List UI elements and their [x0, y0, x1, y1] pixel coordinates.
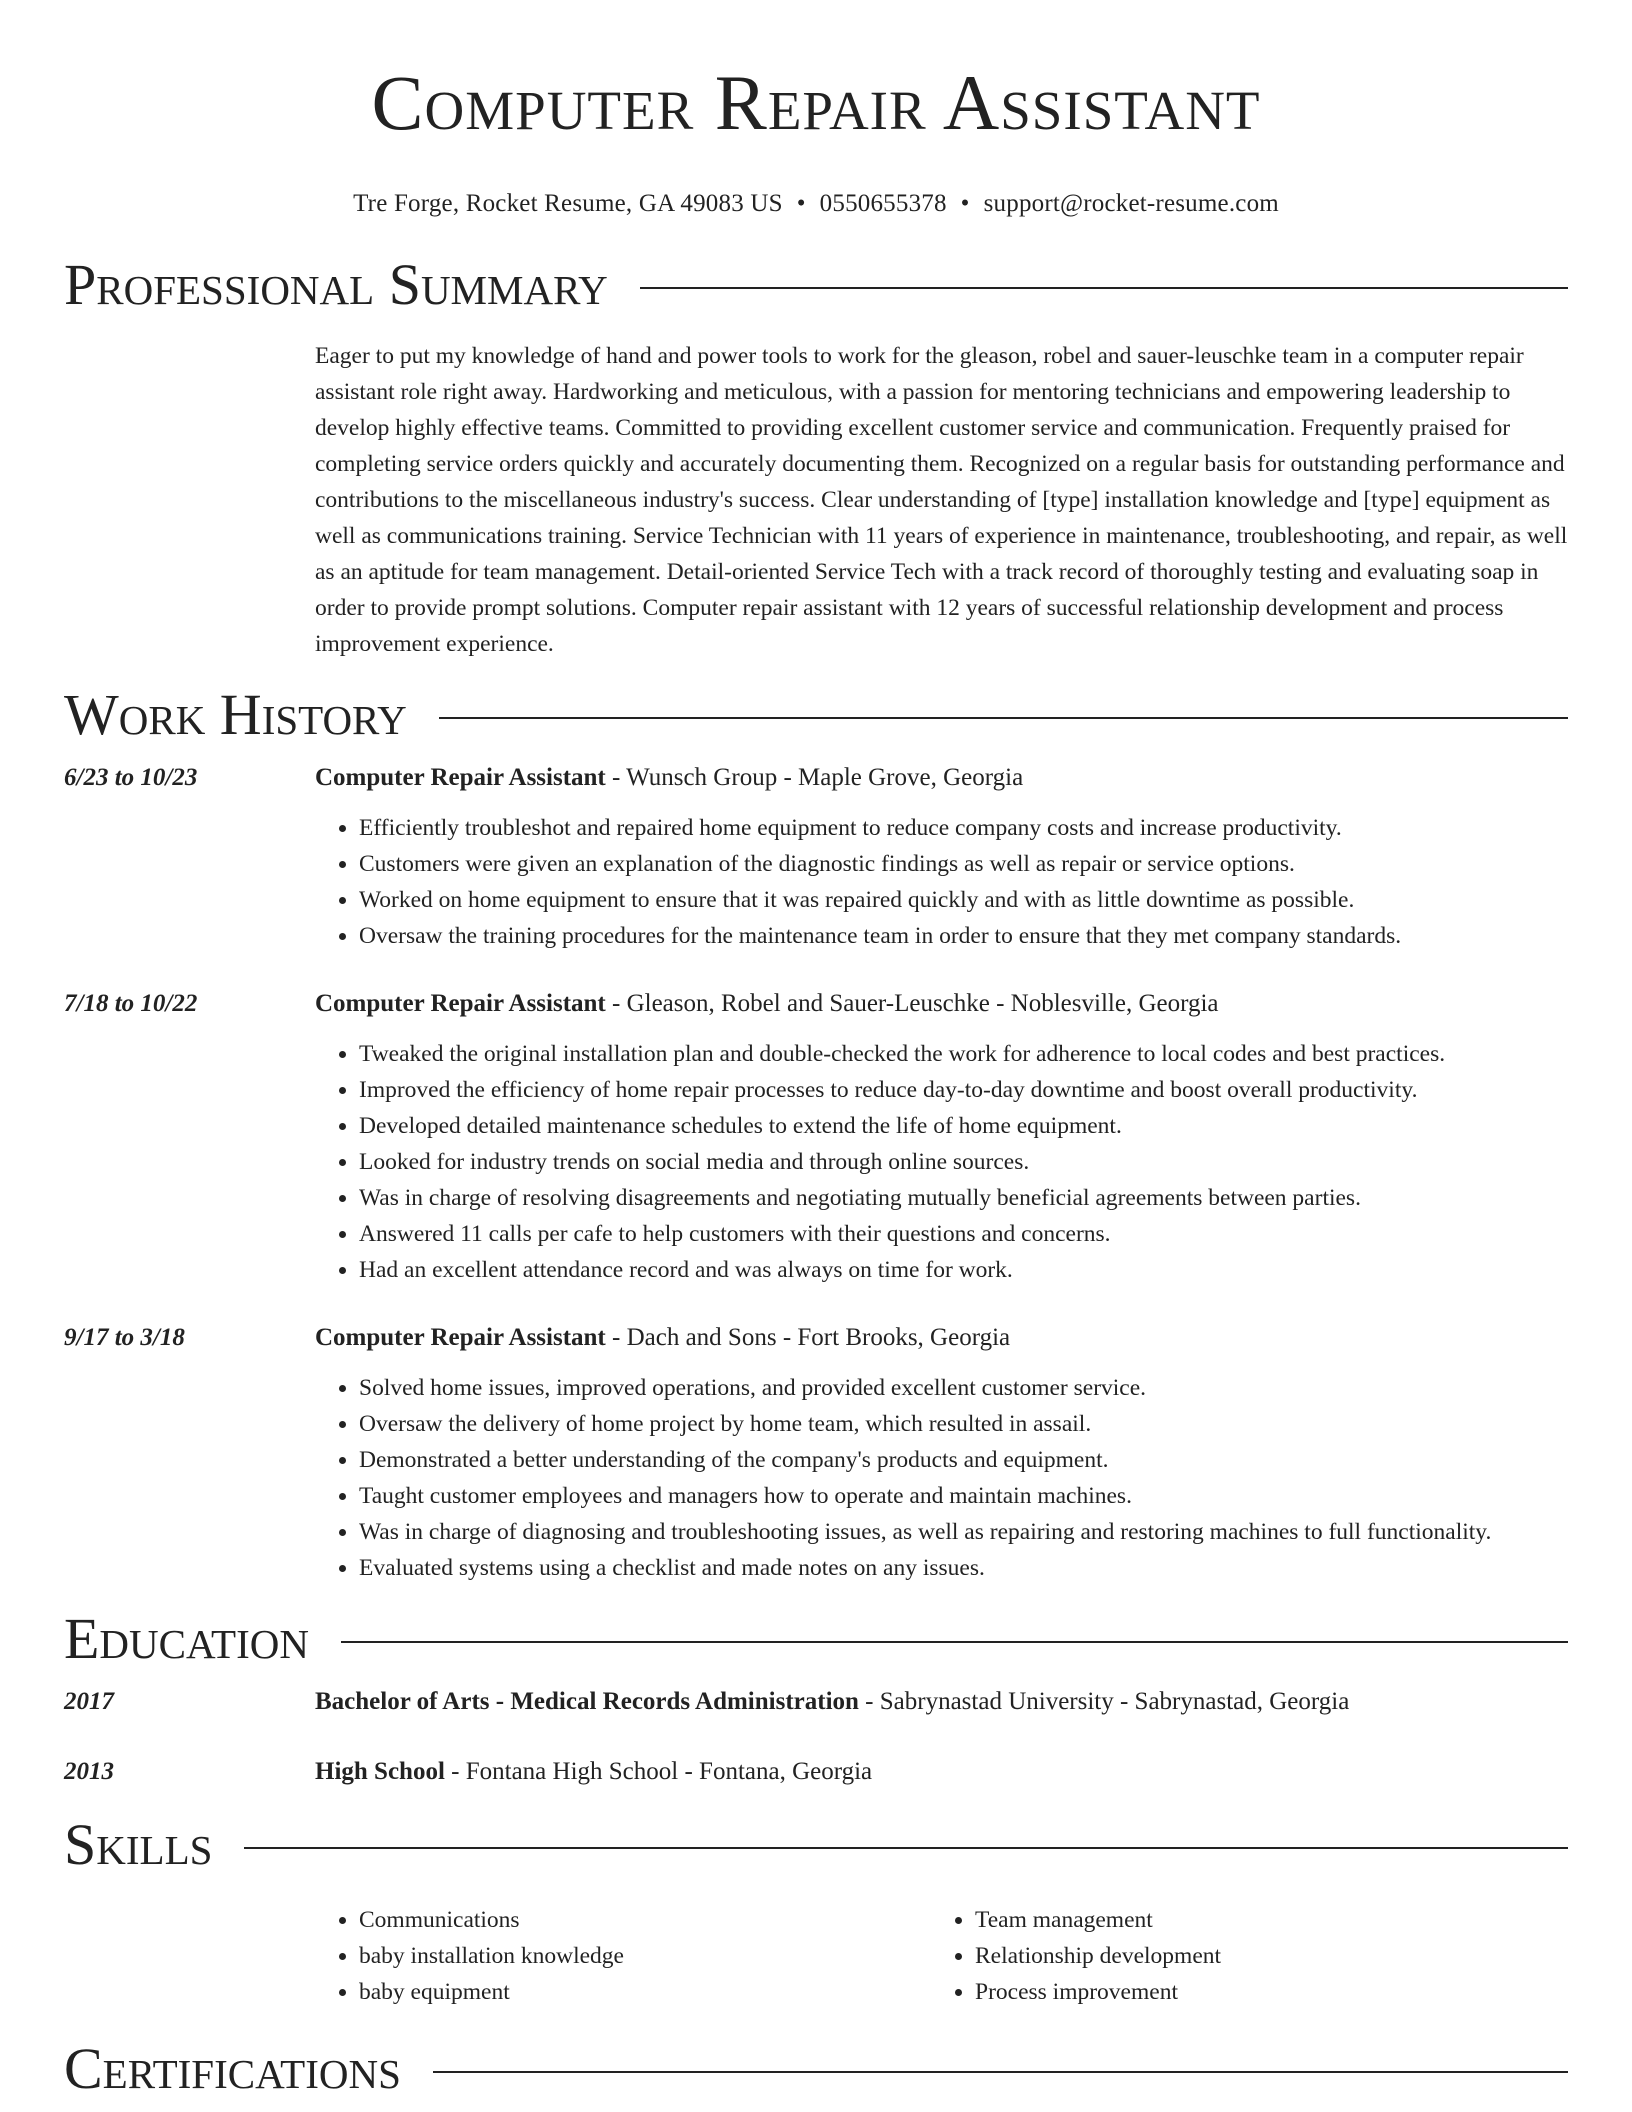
contact-separator: •	[960, 190, 970, 217]
skills-list	[315, 1902, 1568, 2010]
job-details: - Gleason, Robel and Sauer-Leuschke - Noblesville, Georgia	[605, 990, 1219, 1017]
skill-item: • Team management	[975, 1902, 1547, 1938]
list-item: • Developed detailed maintenance schedules to extend the life of home equipment.	[359, 1108, 1568, 1144]
certifications-section-header	[64, 2036, 1568, 2102]
job-details: - Wunsch Group - Maple Grove, Georgia	[605, 764, 1024, 791]
list-item: • Looked for industry trends on social media and through online sources.	[359, 1144, 1568, 1180]
job-dates: 6/23 to 10/23	[64, 764, 198, 791]
list-item: • Solved home issues, improved operations, and provided excellent customer service.	[359, 1370, 1568, 1406]
job-headline	[315, 986, 1568, 1022]
education-year: 2013	[64, 1758, 114, 1785]
education-headline	[315, 1684, 1568, 1720]
list-item: • Evaluated systems using a checklist and made notes on any issues.	[359, 1550, 1568, 1586]
job-entry-1	[64, 760, 1568, 954]
education-details: - Sabrynastad University - Sabrynastad, Georgia	[858, 1688, 1350, 1715]
job-details: - Dach and Sons - Fort Brooks, Georgia	[605, 1324, 1011, 1351]
contact-line	[64, 188, 1568, 220]
list-item: • Efficiently troubleshot and repaired home equipment to reduce company costs and increase productivity.	[359, 810, 1568, 846]
list-item: • Demonstrated a better understanding of the company's products and equipment.	[359, 1442, 1568, 1478]
skill-item: • Communications	[359, 1902, 931, 1938]
skill-item: • baby installation knowledge	[359, 1938, 931, 1974]
job-headline	[315, 1320, 1568, 1356]
summary-section-title: Professional Summary	[64, 252, 608, 317]
job-dates: 7/18 to 10/22	[64, 990, 198, 1017]
job-role: Computer Repair Assistant	[315, 1324, 606, 1351]
education-details: - Fontana High School - Fontana, Georgia	[444, 1758, 873, 1785]
list-item: • Had an excellent attendance record and was always on time for work.	[359, 1252, 1568, 1288]
contact-address: Tre Forge, Rocket Resume, GA 49083 US	[353, 190, 783, 217]
skill-item: • Process improvement	[975, 1974, 1547, 2010]
section-divider	[433, 2071, 1568, 2073]
job-body	[315, 760, 1568, 954]
list-item: • Oversaw the training procedures for the maintenance team in order to ensure that they met company standards.	[359, 918, 1568, 954]
job-role: Computer Repair Assistant	[315, 990, 606, 1017]
contact-email: support@rocket-resume.com	[983, 190, 1279, 217]
contact-phone: 0550655378	[819, 190, 947, 217]
list-item: • Improved the efficiency of home repair processes to reduce day-to-day downtime and boost overall productivity.	[359, 1072, 1568, 1108]
education-section-header	[64, 1606, 1568, 1672]
summary-section-header	[64, 252, 1568, 318]
job-entry-3	[64, 1320, 1568, 1586]
work-section-title: Work History	[64, 682, 407, 747]
work-section-header	[64, 682, 1568, 748]
list-item: • Oversaw the delivery of home project by home team, which resulted in assail.	[359, 1406, 1568, 1442]
contact-separator: •	[796, 190, 806, 217]
education-headline	[315, 1754, 1568, 1790]
section-divider	[341, 1641, 1568, 1643]
skills-column-left	[315, 1902, 931, 2010]
education-degree: Bachelor of Arts - Medical Records Administration	[315, 1688, 859, 1715]
education-body	[315, 1754, 1568, 1790]
education-entry-1	[64, 1684, 1568, 1720]
job-bullets	[315, 810, 1568, 954]
job-body	[315, 986, 1568, 1288]
education-year: 2017	[64, 1688, 114, 1715]
job-dates: 9/17 to 3/18	[64, 1324, 185, 1351]
list-item: • Worked on home equipment to ensure that it was repaired quickly and with as little downtime as possible.	[359, 882, 1568, 918]
list-item: • Customers were given an explanation of the diagnostic findings as well as repair or service options.	[359, 846, 1568, 882]
list-item: • Was in charge of diagnosing and troubleshooting issues, as well as repairing and restoring machines to full functionality.	[359, 1514, 1568, 1550]
list-item: • Taught customer employees and managers how to operate and maintain machines.	[359, 1478, 1568, 1514]
summary-text: Eager to put my knowledge of hand and power tools to work for the gleason, robel and sauer-leuschke team in a computer repair assistant role right away. Hardworking and meticulous, with a passion for mentoring technicians and empowering leadership to develop highly effective teams. Committed to providing excellent customer service and communication. Frequently praised for completing service orders quickly and accurately documenting them. Recognized on a regular basis for outstanding performance and contributions to the miscellaneous industry's success. Clear understanding of [type] installation knowledge and [type] equipment as well as communications training. Service Technician with 11 years of experience in maintenance, troubleshooting, and repair, as well as an aptitude for team management. Detail-oriented Service Tech with a track record of thoroughly testing and evaluating soap in order to provide prompt solutions. Computer repair assistant with 12 years of successful relationship development and process improvement experience.	[315, 343, 1568, 657]
job-entry-2	[64, 986, 1568, 1288]
education-body	[315, 1684, 1568, 1720]
resume-name: Computer Repair Assistant	[371, 59, 1261, 146]
list-item: • Was in charge of resolving disagreements and negotiating mutually beneficial agreements between parties.	[359, 1180, 1568, 1216]
skills-column-right	[931, 1902, 1547, 2010]
skills-section-title: Skills	[64, 1812, 213, 1877]
job-bullets	[315, 1370, 1568, 1586]
section-divider	[439, 717, 1568, 719]
list-item: • Answered 11 calls per cafe to help customers with their questions and concerns.	[359, 1216, 1568, 1252]
job-bullets	[315, 1036, 1568, 1288]
resume-page	[64, 0, 1568, 2102]
list-item: • Tweaked the original installation plan and double-checked the work for adherence to local codes and best practices.	[359, 1036, 1568, 1072]
job-body	[315, 1320, 1568, 1586]
education-section-title: Education	[64, 1606, 309, 1671]
section-divider	[640, 287, 1568, 289]
education-entry-2	[64, 1754, 1568, 1790]
job-role: Computer Repair Assistant	[315, 764, 606, 791]
skills-section-header	[64, 1812, 1568, 1878]
skill-item: • baby equipment	[359, 1974, 931, 2010]
job-headline	[315, 760, 1568, 796]
certifications-section-title: Certifications	[64, 2036, 401, 2101]
education-degree: High School	[315, 1758, 445, 1785]
skill-item: • Relationship development	[975, 1938, 1547, 1974]
section-divider	[244, 1847, 1568, 1849]
